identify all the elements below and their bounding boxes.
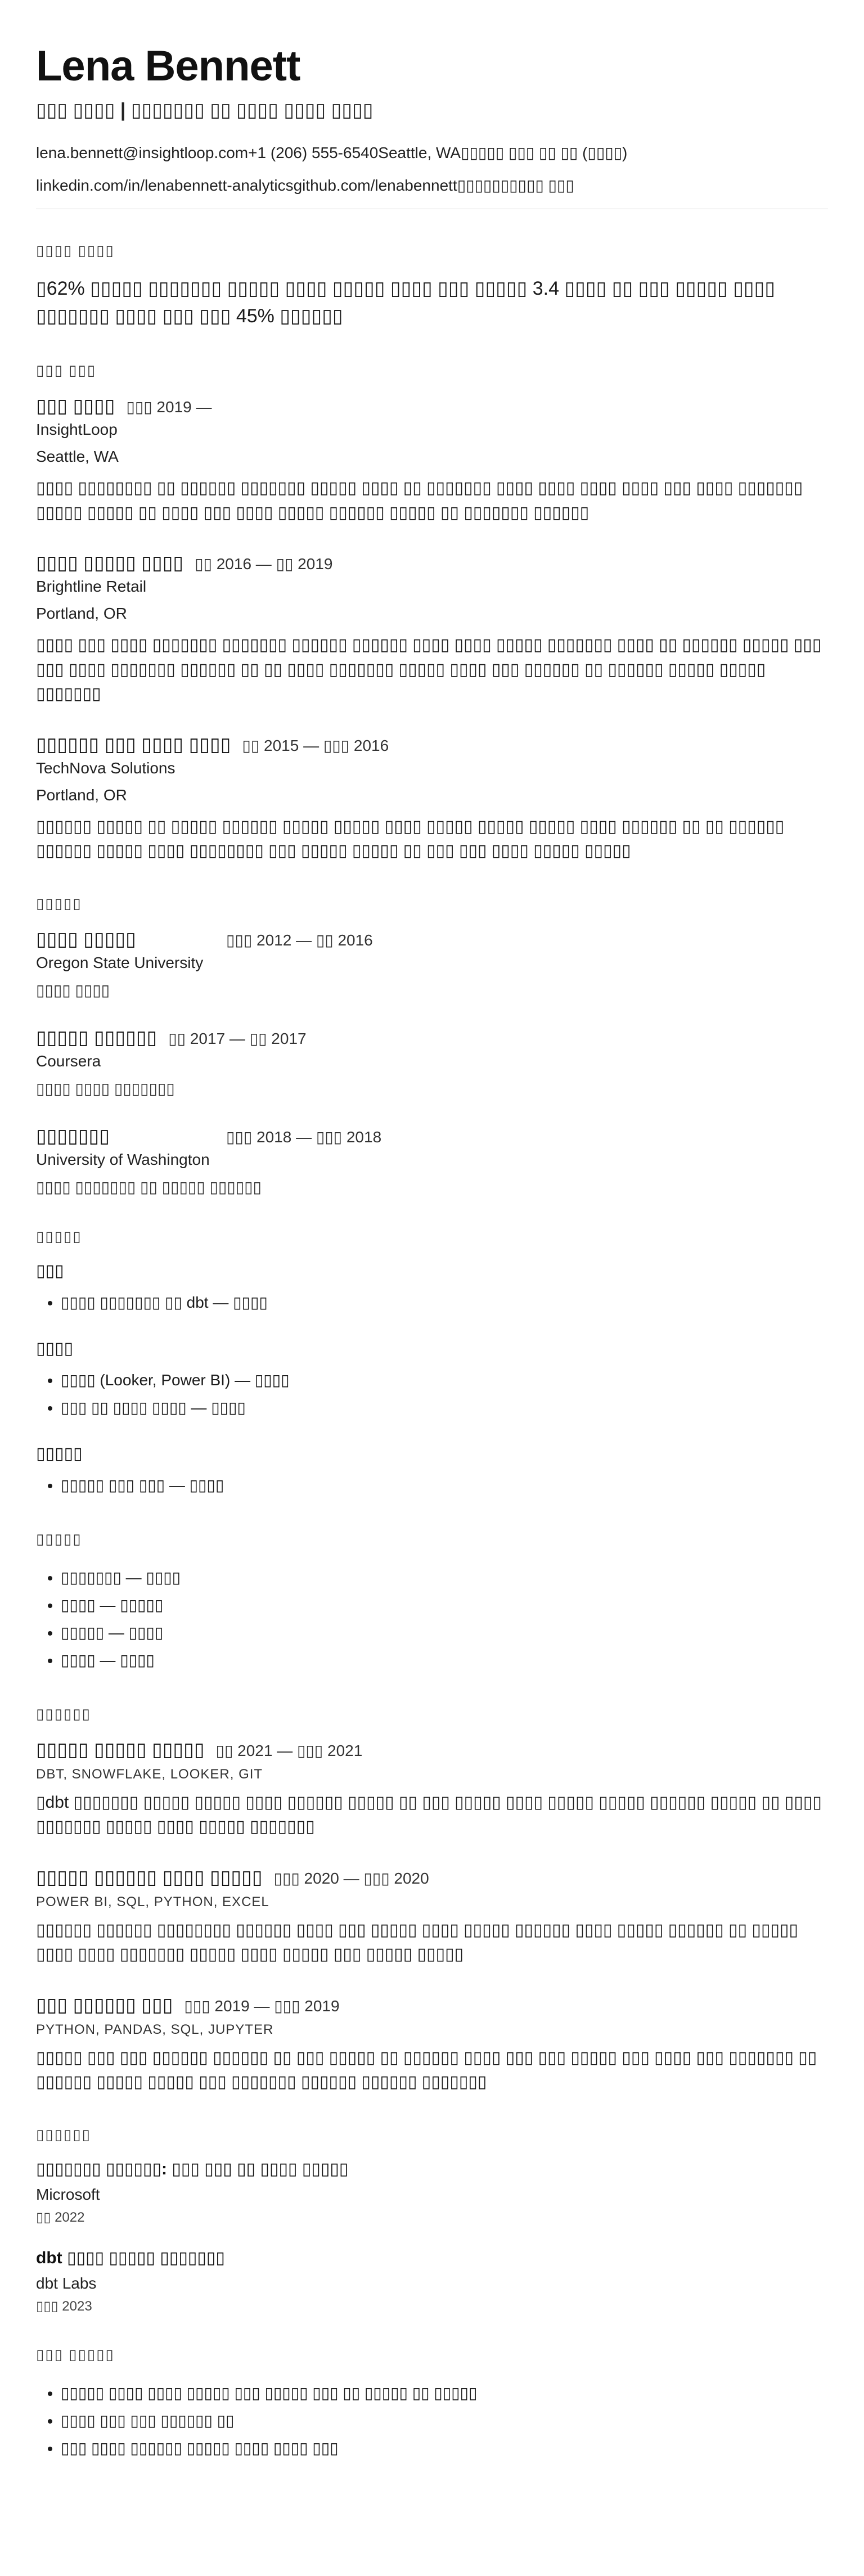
job-location: Portland, OR [36,605,127,623]
interest-item: • ▯▯▯▯▯ ▯▯▯▯ ▯▯▯▯ ▯▯▯▯▯ ▯▯▯ ▯▯▯▯▯ ▯▯▯ ▯▯ ▯▯▯▯▯ ▯▯ ▯▯▯▯▯ [61,2379,828,2407]
education-section [36,895,828,1196]
language-item: • ▯▯▯▯▯ — ▯▯▯▯ [61,1619,828,1646]
interest-list [36,2379,828,2462]
skills-section [36,1228,828,1499]
contact-line-2: linkedin.com/in/lenabennett-analyticsgithub.com/lenabennett▯▯▯▯▯▯▯▯▯▯ ▯▯▯ [36,177,574,195]
institution-name: Coursera [36,1052,101,1070]
certification-date: ▯▯▯ 2023 [36,2298,92,2314]
summary-text: ▯62% ▯▯▯▯▯ ▯▯▯▯▯▯▯ ▯▯▯▯▯ ▯▯▯▯ ▯▯▯▯▯ ▯▯▯▯ ▯▯▯ ▯▯▯▯▯ 3.4 ▯▯▯▯ ▯▯ ▯▯▯ ▯▯▯▯▯ ▯▯▯▯ ▯▯▯▯▯▯▯ ▯▯▯▯ ▯▯▯ ▯▯▯ 45% ▯▯▯▯▯▯ [36,277,776,327]
certification-entry [36,2248,828,2314]
skill-item: • ▯▯▯▯ (Looker, Power BI) — ▯▯▯▯ [61,1366,828,1394]
project-title: ▯▯▯ ▯▯▯▯▯▯ ▯▯▯ [36,1994,173,2016]
skill-group-title: ▯▯▯▯▯ [36,1444,83,1463]
project-entry [36,1994,828,2095]
company-name: Brightline Retail [36,578,147,596]
interest-item: • ▯▯▯ ▯▯▯▯ ▯▯▯▯▯▯ ▯▯▯▯▯ ▯▯▯▯ ▯▯▯▯ ▯▯▯ [61,2434,828,2462]
experience-entry [36,552,828,706]
project-dates: ▯▯▯ 2019 — ▯▯▯ 2019 [184,1997,340,2015]
interests-heading: ▯▯▯ ▯▯▯▯▯ [36,2345,115,2363]
certifications-section [36,2126,828,2314]
job-location: Seattle, WA [36,448,119,466]
job-dates: ▯▯ 2015 — ▯▯▯ 2016 [242,736,389,754]
projects-heading: ▯▯▯▯▯▯ [36,1705,91,1722]
project-tech: POWER BI, SQL, PYTHON, EXCEL [36,1894,269,1910]
job-dates: ▯▯ 2016 — ▯▯ 2019 [195,555,333,573]
skill-list [36,1289,828,1316]
skill-list [36,1366,828,1421]
project-description: ▯dbt ▯▯▯▯▯▯▯ ▯▯▯▯▯ ▯▯▯▯▯ ▯▯▯▯ ▯▯▯▯▯▯ ▯▯▯▯▯ ▯▯ ▯▯▯ ▯▯▯▯▯ ▯▯▯▯ ▯▯▯▯▯ ▯▯▯▯▯ ▯▯▯▯▯▯ ▯▯▯▯▯ ▯▯ ▯▯▯▯ ▯▯▯▯▯▯▯ ▯▯▯▯▯ ▯▯▯▯ ▯▯▯▯▯ ▯▯▯▯▯▯▯ [36,1793,822,1836]
project-entry [36,1866,828,1967]
skill-group-title: ▯▯▯ [36,1261,64,1280]
project-entry [36,1739,828,1839]
certification-entry [36,2159,828,2226]
projects-section [36,1705,828,2095]
education-detail: ▯▯▯▯ ▯▯▯▯▯▯▯ ▯▯ ▯▯▯▯▯ ▯▯▯▯▯▯ [36,1178,262,1196]
languages-section [36,1530,828,1674]
job-description: ▯▯▯▯ ▯▯▯▯▯▯▯▯ ▯▯ ▯▯▯▯▯▯ ▯▯▯▯▯▯▯ ▯▯▯▯▯ ▯▯▯▯ ▯▯ ▯▯▯▯▯▯▯ ▯▯▯▯ ▯▯▯▯ ▯▯▯▯ ▯▯▯▯ ▯▯▯ ▯▯▯▯ ▯▯▯▯▯▯▯ ▯▯▯▯▯ ▯▯▯▯▯ ▯▯ ▯▯▯▯ ▯▯▯ ▯▯▯▯ ▯▯▯▯▯ ▯▯▯▯▯▯ ▯▯▯▯▯ ▯▯ ▯▯▯▯▯▯▯ ▯▯▯▯▯▯ [36,479,803,522]
skill-item: • ▯▯▯ ▯▯ ▯▯▯▯ ▯▯▯▯ — ▯▯▯▯ [61,1394,828,1421]
language-item: • ▯▯▯▯▯▯▯ — ▯▯▯▯ [61,1564,828,1591]
headline: ▯▯▯ ▯▯▯▯ | ▯▯▯▯▯▯▯ ▯▯ ▯▯▯▯ ▯▯▯▯ ▯▯▯▯ [36,99,374,121]
certification-issuer: Microsoft [36,2185,100,2203]
certification-name: dbt ▯▯▯▯ ▯▯▯▯▯ ▯▯▯▯▯▯▯ [36,2248,225,2267]
project-title: ▯▯▯▯▯ ▯▯▯▯▯▯ ▯▯▯▯ ▯▯▯▯▯ [36,1866,263,1888]
certification-issuer: dbt Labs [36,2274,97,2292]
education-dates: ▯▯▯ 2012 — ▯▯ 2016 [226,931,373,949]
experience-entry [36,733,828,863]
skills-heading: ▯▯▯▯▯ [36,1227,82,1245]
language-list [36,1564,828,1674]
degree-title: ▯▯▯▯▯▯▯ [36,1125,110,1147]
contact-line-1: lena.bennett@insightloop.com+1 (206) 555-6540Seattle, WA▯▯▯▯▯ ▯▯▯ ▯▯ ▯▯ (▯▯▯▯) [36,143,628,161]
education-heading: ▯▯▯▯▯ [36,894,82,912]
summary-heading: ▯▯▯▯ ▯▯▯▯ [36,241,115,259]
project-title: ▯▯▯▯▯ ▯▯▯▯▯ ▯▯▯▯▯ [36,1739,205,1760]
interest-item: • ▯▯▯▯ ▯▯▯ ▯▯▯ ▯▯▯▯▯▯ ▯▯ [61,2407,828,2434]
degree-title: ▯▯▯▯▯ ▯▯▯▯▯▯ [36,1026,158,1048]
certification-name: ▯▯▯▯▯▯▯ ▯▯▯▯▯▯: ▯▯▯ ▯▯▯ ▯▯ ▯▯▯▯ ▯▯▯▯▯ [36,2159,349,2178]
skill-list [36,1471,828,1499]
job-description: ▯▯▯▯ ▯▯▯ ▯▯▯▯ ▯▯▯▯▯▯▯ ▯▯▯▯▯▯▯ ▯▯▯▯▯▯ ▯▯▯▯▯▯ ▯▯▯▯ ▯▯▯▯ ▯▯▯▯▯ ▯▯▯▯▯▯▯ ▯▯▯▯ ▯▯ ▯▯▯▯▯▯ ▯▯▯▯▯ ▯▯▯ ▯▯▯ ▯▯▯▯ ▯▯▯▯▯▯▯ ▯▯▯▯▯▯ ▯▯ ▯▯ ▯▯▯▯ ▯▯▯▯▯▯▯ ▯▯▯▯▯ ▯▯▯▯ ▯▯▯ ▯▯▯▯▯▯ ▯▯ ▯▯▯▯▯▯ ▯▯▯▯▯ ▯▯▯▯▯ ▯▯▯▯▯▯▯ [36,636,822,704]
education-entry [36,928,828,999]
project-dates: ▯▯▯ 2020 — ▯▯▯ 2020 [273,1869,429,1887]
education-detail: ▯▯▯▯ ▯▯▯▯ ▯▯▯▯▯▯▯ [36,1079,175,1097]
interests-section [36,2346,828,2462]
candidate-name: Lena Bennett [36,42,300,90]
company-name: InsightLoop [36,421,118,439]
project-tech: DBT, SNOWFLAKE, LOOKER, GIT [36,1766,263,1782]
languages-heading: ▯▯▯▯▯ [36,1530,82,1547]
language-item: • ▯▯▯▯ — ▯▯▯▯ [61,1646,828,1674]
degree-title: ▯▯▯▯ ▯▯▯▯▯ [36,928,136,950]
job-dates: ▯▯▯ 2019 — [126,398,212,416]
job-title: ▯▯▯▯ ▯▯▯▯▯ ▯▯▯▯ [36,552,184,574]
summary-section [36,242,828,331]
job-description: ▯▯▯▯▯▯ ▯▯▯▯▯ ▯▯ ▯▯▯▯▯ ▯▯▯▯▯▯ ▯▯▯▯▯ ▯▯▯▯▯ ▯▯▯▯ ▯▯▯▯▯ ▯▯▯▯▯ ▯▯▯▯▯ ▯▯▯▯ ▯▯▯▯▯▯ ▯▯ ▯▯ ▯▯▯▯▯▯ ▯▯▯▯▯▯ ▯▯▯▯▯ ▯▯▯▯ ▯▯▯▯▯▯▯▯ ▯▯▯ ▯▯▯▯▯ ▯▯▯▯▯ ▯▯ ▯▯▯ ▯▯▯ ▯▯▯▯ ▯▯▯▯▯ ▯▯▯▯▯ [36,817,785,861]
certification-date: ▯▯ 2022 [36,2209,85,2225]
experience-entry [36,395,828,525]
job-location: Portland, OR [36,786,127,804]
institution-name: Oregon State University [36,953,204,971]
project-tech: PYTHON, PANDAS, SQL, JUPYTER [36,2021,274,2037]
experience-heading: ▯▯▯ ▯▯▯ [36,362,97,379]
education-dates: ▯▯▯ 2018 — ▯▯▯ 2018 [226,1128,382,1146]
skill-item: • ▯▯▯▯ ▯▯▯▯▯▯▯ ▯▯ dbt — ▯▯▯▯ [61,1289,828,1316]
project-description: ▯▯▯▯▯▯ ▯▯▯▯▯▯ ▯▯▯▯▯▯▯▯ ▯▯▯▯▯▯ ▯▯▯▯ ▯▯▯ ▯▯▯▯▯ ▯▯▯▯ ▯▯▯▯▯ ▯▯▯▯▯▯ ▯▯▯▯ ▯▯▯▯▯ ▯▯▯▯▯▯ ▯▯ ▯▯▯▯▯ ▯▯▯▯ ▯▯▯▯ ▯▯▯▯▯▯▯ ▯▯▯▯▯ ▯▯▯▯ ▯▯▯▯▯ ▯▯▯ ▯▯▯▯▯ ▯▯▯▯▯ [36,1920,798,1964]
project-dates: ▯▯ 2021 — ▯▯▯ 2021 [215,1741,363,1759]
education-entry [36,1125,828,1196]
education-detail: ▯▯▯▯ ▯▯▯▯ [36,981,110,999]
experience-section [36,362,828,863]
skill-item: • ▯▯▯▯▯ ▯▯▯ ▯▯▯ — ▯▯▯▯ [61,1471,828,1499]
job-title: ▯▯▯ ▯▯▯▯ [36,395,115,417]
language-item: • ▯▯▯▯ — ▯▯▯▯▯ [61,1591,828,1619]
institution-name: University of Washington [36,1150,210,1168]
skill-group-title: ▯▯▯▯ [36,1339,74,1358]
certifications-heading: ▯▯▯▯▯▯ [36,2125,91,2143]
job-title: ▯▯▯▯▯▯ ▯▯▯ ▯▯▯▯ ▯▯▯▯ [36,733,231,755]
company-name: TechNova Solutions [36,759,176,777]
education-dates: ▯▯ 2017 — ▯▯ 2017 [168,1029,307,1047]
education-entry [36,1026,828,1098]
project-description: ▯▯▯▯▯ ▯▯▯ ▯▯▯ ▯▯▯▯▯▯ ▯▯▯▯▯▯ ▯▯ ▯▯▯ ▯▯▯▯▯ ▯▯ ▯▯▯▯▯▯ ▯▯▯▯ ▯▯▯ ▯▯▯ ▯▯▯▯▯ ▯▯▯ ▯▯▯▯ ▯▯▯ ▯▯▯▯▯▯▯ ▯▯ ▯▯▯▯▯▯ ▯▯▯▯▯ ▯▯▯▯▯ ▯▯▯ ▯▯▯▯▯▯▯ ▯▯▯▯▯▯ ▯▯▯▯▯▯ ▯▯▯▯▯▯▯ [36,2048,817,2092]
